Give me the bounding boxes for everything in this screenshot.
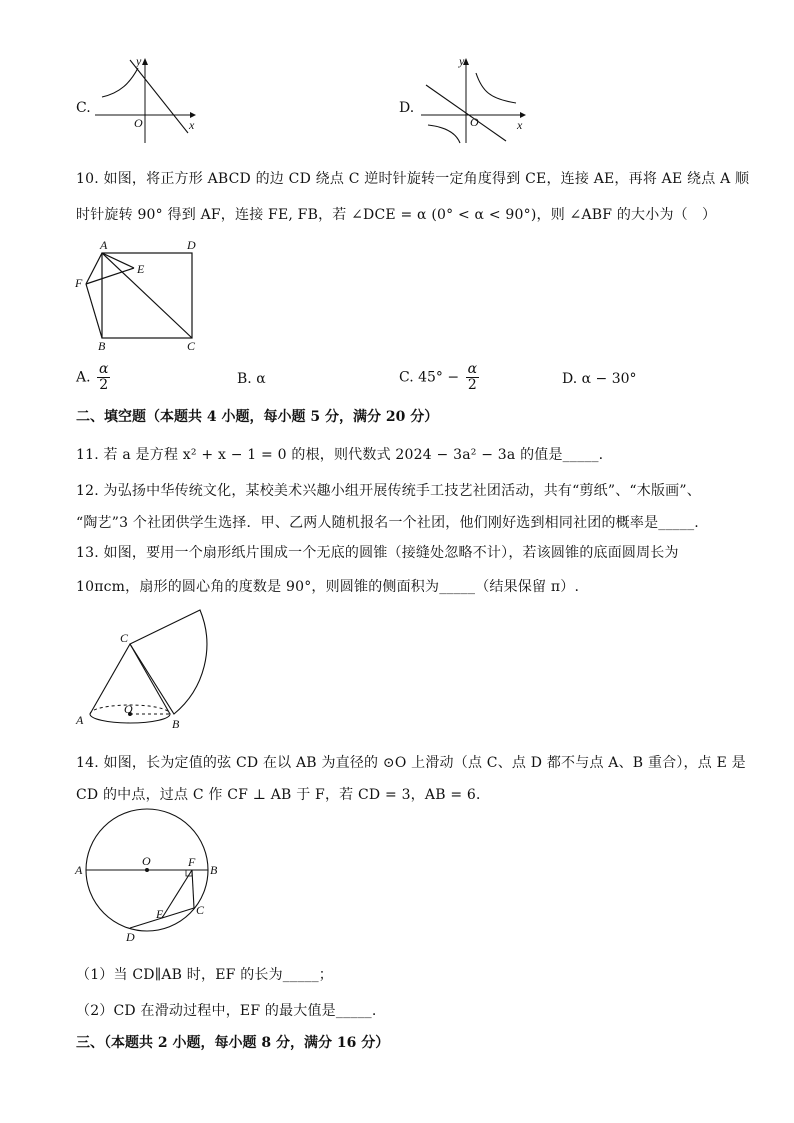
q13-cone-figure: [70, 602, 230, 736]
option-a-fraction: [97, 362, 110, 393]
q14-line2: CD 的中点，过点 C 作 CF ⊥ AB 于 F，若 CD = 3，AB = 6．: [76, 787, 491, 803]
axis-x-label: x: [189, 118, 195, 132]
axis-x-label: x: [517, 118, 523, 132]
fraction-denominator: 2: [99, 377, 109, 393]
origin-label: O: [134, 116, 143, 130]
q10-square-figure: [72, 238, 202, 357]
fraction-denominator: 2: [467, 377, 477, 393]
q13-line1: 13. 如图，要用一个扇形纸片围成一个无底的圆锥（接缝处忽略不计），若该圆锥的底面圆周长为: [76, 545, 679, 561]
axis-y-label: y: [136, 55, 142, 68]
q10-option-c[interactable]: [399, 362, 481, 393]
point-c-label: C: [187, 339, 196, 353]
q10-option-a[interactable]: [76, 362, 112, 393]
point-b-label: B: [172, 717, 180, 731]
q11-text: 11. 若 a 是方程 x² + x − 1 = 0 的根，则代数式 2024 − 3a² − 3a 的值是_____.: [76, 447, 604, 463]
option-c-label: C. 45° −: [399, 369, 460, 386]
option-a-label: A.: [76, 369, 91, 386]
q14-circle-figure: [72, 808, 232, 947]
q10-option-b[interactable]: B. α: [237, 371, 266, 387]
axis-y-label: y: [459, 55, 465, 68]
fraction-numerator: α: [467, 361, 478, 377]
option-d-label: D.: [399, 100, 415, 116]
point-d-label: D: [187, 238, 196, 252]
point-f-label: F: [75, 276, 83, 290]
section-2-heading: 二、填空题（本题共 4 小题，每小题 5 分，满分 20 分）: [76, 409, 439, 425]
q14-line1: 14. 如图，长为定值的弦 CD 在以 AB 为直径的 ⊙O 上滑动（点 C、点 D 都不与点 A、B 重合），点 E 是: [76, 755, 746, 771]
point-o-label: O: [124, 702, 133, 716]
fraction-numerator: α: [99, 361, 109, 377]
point-c-label: C: [196, 903, 205, 917]
option-c-label: C.: [76, 100, 91, 116]
q12-line1: 12. 为弘扬中华传统文化，某校美术兴趣小组开展传统手工技艺社团活动，共有“剪纸”、“木版画”、: [76, 483, 701, 499]
q14-sub1: （1）当 CD∥AB 时，EF 的长为_____；: [76, 967, 333, 983]
q13-line2: 10πcm，扇形的圆心角的度数是 90°，则圆锥的侧面积为_____（结果保留 π）.: [76, 579, 580, 595]
point-e-label: E: [137, 262, 145, 276]
option-d-graph: [416, 55, 531, 149]
option-c-graph: [90, 55, 200, 149]
section-3-heading: 三、（本题共 2 小题，每小题 8 分，满分 16 分）: [76, 1035, 390, 1051]
point-b-label: B: [210, 863, 218, 877]
origin-label: O: [470, 115, 479, 129]
point-a-label: A: [75, 863, 83, 877]
point-d-label: D: [126, 930, 135, 943]
q10-option-d[interactable]: D. α − 30°: [562, 371, 637, 387]
q14-sub2: （2）CD 在滑动过程中，EF 的最大值是_____.: [76, 1003, 377, 1019]
point-b-label: B: [98, 339, 106, 353]
point-f-label: F: [188, 855, 196, 869]
point-a-label: A: [76, 713, 84, 727]
q12-line2: “陶艺”3 个社团供学生选择．甲、乙两人随机报名一个社团，他们刚好选到相同社团的概率是_____.: [76, 515, 699, 531]
option-c-fraction: [466, 362, 479, 393]
point-a-label: A: [100, 238, 108, 252]
q10-line2: 时针旋转 90° 得到 AF，连接 FE, FB，若 ∠DCE = α (0° < α < 90°)，则 ∠ABF 的大小为（ ）: [76, 207, 717, 223]
point-e-label: E: [156, 907, 164, 921]
point-o-label: O: [142, 854, 151, 868]
point-c-label: C: [120, 631, 129, 645]
q10-line1: 10. 如图，将正方形 ABCD 的边 CD 绕点 C 逆时针旋转一定角度得到 CE，连接 AE，再将 AE 绕点 A 顺: [76, 171, 750, 187]
